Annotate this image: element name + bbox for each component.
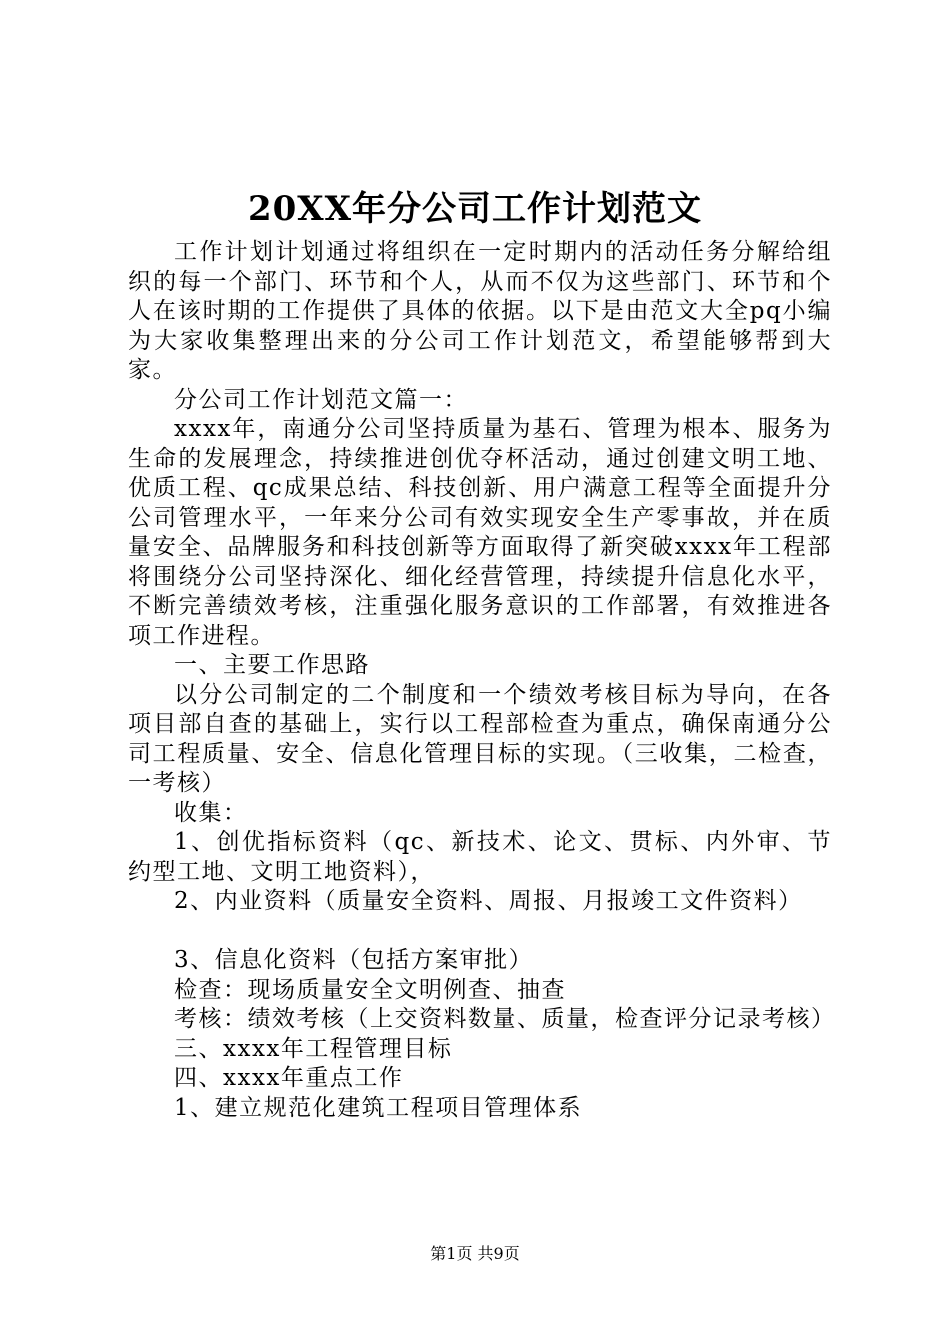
paragraph-heading-targets: 三、xxxx年工程管理目标	[174, 1035, 453, 1062]
paragraph-check: 检查：现场质量安全文明例查、抽查	[174, 976, 566, 1003]
paragraph-heading-main-ideas: 一、主要工作思路	[174, 652, 370, 678]
paragraph-heading-key-work: 四、xxxx年重点工作	[174, 1065, 404, 1091]
paragraph-key-work-item-1: 1、建立规范化建筑工程项目管理体系	[174, 1094, 583, 1121]
document-title: 20XX年分公司工作计划范文	[247, 189, 703, 229]
paragraph-assessment: 考核：绩效考核（上交资料数量、质量，检查评分记录考核）	[174, 1006, 836, 1032]
paragraph-main-ideas: 以分公司制定的二个制度和一个绩效考核目标为导向，在各项目部自查的基础上，实行以工程部检查为重点，确保南通分公司工程质量、安全、信息化管理目标的实现。（三收集，二检查，一考核）	[128, 681, 832, 796]
paragraph-collect-label: 收集：	[174, 799, 248, 826]
paragraph-section-heading: 分公司工作计划范文篇一：	[174, 386, 468, 413]
paragraph-overview: xxxx年，南通分公司坚持质量为基石、管理为根本、服务为生命的发展理念，持续推进创优夺杯活动，通过创建文明工地、优质工程、qc成果总结、科技创新、用户满意工程等全面提升分公司管理水平，一年来分公司有效实现安全生产零事故，并在质量安全、品牌服务和科技创新等方面取得了新突破xxxx年工程部将围绕分公司坚持深化、细化经营管理，持续提升信息化水平，不断完善绩效考核，注重强化服务意识的工作部署，有效推进各项工作进程。	[128, 416, 832, 649]
paragraph-collect-item-1: 1、创优指标资料（qc、新技术、论文、贯标、内外审、节约型工地、文明工地资料），	[128, 829, 832, 885]
paragraph-intro: 工作计划计划通过将组织在一定时期内的活动任务分解给组织的每一个部门、环节和个人，从而不仅为这些部门、环节和个人在该时期的工作提供了具体的依据。以下是由范文大全pq小编为大家收集整理出来的分公司工作计划范文，希望能够帮到大家。	[128, 239, 832, 383]
paragraph-collect-item-2: 2、内业资料（质量安全资料、周报、月报竣工文件资料）	[174, 888, 803, 914]
paragraph-blank	[128, 917, 832, 947]
document-body	[128, 238, 836, 1123]
page-footer: 第1页 共9页	[430, 1244, 520, 1263]
paragraph-collect-item-3: 3、信息化资料（包括方案审批）	[174, 947, 534, 973]
